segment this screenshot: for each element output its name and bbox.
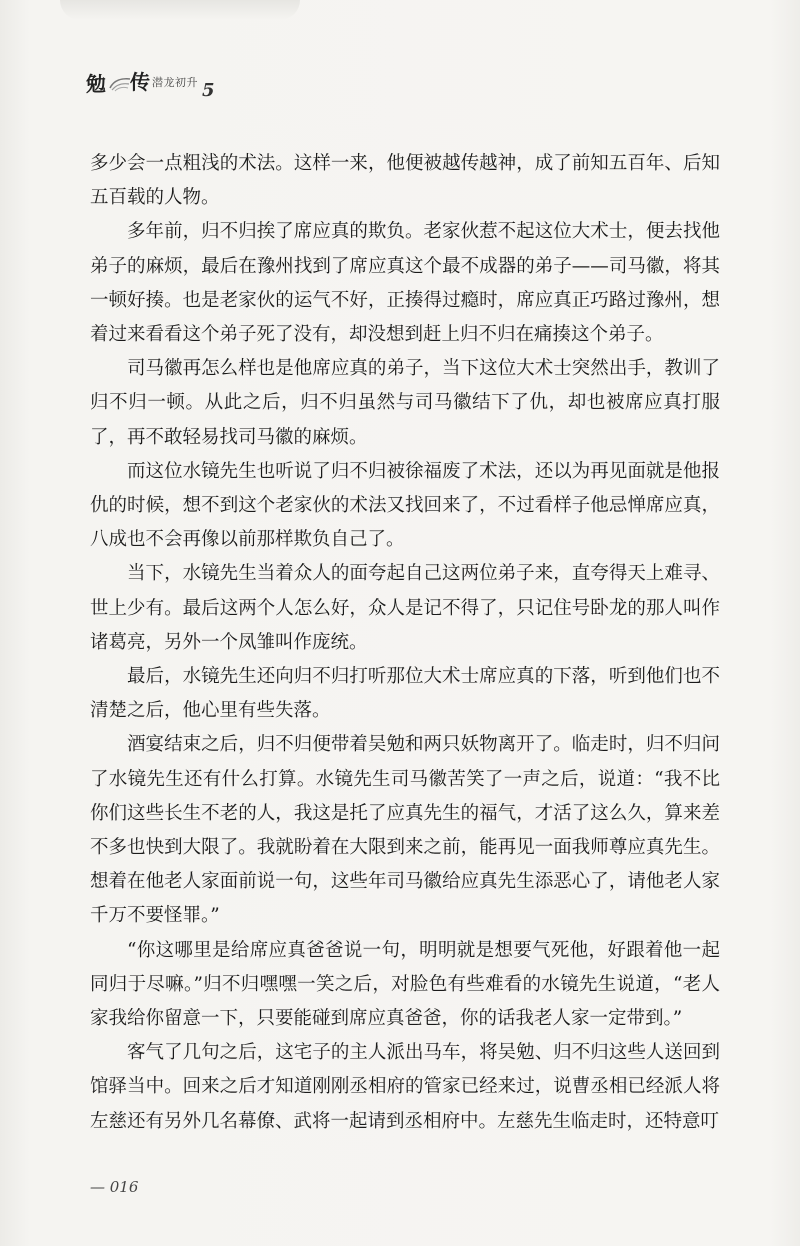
running-header [86, 66, 286, 106]
header-subtitle: 潜龙初升 [152, 76, 198, 89]
paragraph-continued: 多少会一点粗浅的术法。这样一来，他便被越传越神，成了前知五百年、后知五百载的人物。 [90, 153, 720, 209]
paragraph: 多年前，归不归挨了席应真的欺负。老家伙惹不起这位大术士，便去找他弟子的麻烦，最后在豫州找到了席应真这个最不成器的弟子——司马徽，将其一顿好揍。也是老家伙的运气不好，正揍得过瘾时，席应真正巧路过豫州，想着过来看看这个弟子死了没有，却没想到赶上归不归在痛揍这个弟子。 [90, 221, 720, 346]
page-number: — 016 [90, 1178, 139, 1196]
swirl-ornament-icon [108, 74, 132, 92]
header-series-number: 5 [202, 80, 215, 101]
paragraph: 最后，水镜先生还向归不归打听那位大术士席应真的下落，听到他们也不清楚之后，他心里有些失落。 [90, 666, 720, 722]
header-title-char-2: 传 [130, 70, 150, 94]
paragraph: 而这位水镜先生也听说了归不归被徐福废了术法，还以为再见面就是他报仇的时候，想不到这个老家伙的术法又找回来了，不过看样子他忌惮席应真，八成也不会再像以前那样欺负自己了。 [90, 460, 720, 551]
paragraph: 酒宴结束之后，归不归便带着吴勉和两只妖物离开了。临走时，归不归问了水镜先生还有什么打算。水镜先生司马徽苦笑了一声之后，说道：“我不比你们这些长生不老的人，我这是托了应真先生的福气，才活了这么久，算来差不多也快到大限了。我就盼着在大限到来之前，能再见一面我师尊应真先生。想着在他老人家面前说一句，这些年司马徽给应真先生添恶心了，请他老人家千万不要怪罪。” [90, 734, 720, 927]
paragraph: 司马徽再怎么样也是他席应真的弟子，当下这位大术士突然出手，教训了归不归一顿。从此之后，归不归虽然与司马徽结下了仇，却也被席应真打服了，再不敢轻易找司马徽的麻烦。 [90, 358, 720, 448]
paragraph: 客气了几句之后，这宅子的主人派出马车，将吴勉、归不归这些人送回到馆驿当中。回来之后才知道刚刚丞相府的管家已经来过，说曹丞相已经派人将左慈还有另外几名幕僚、武将一起请到丞相府中。左慈先生临走时，还特意叮 [90, 1042, 720, 1132]
body-text [90, 147, 720, 1139]
scan-shadow [60, 0, 300, 20]
paragraph: 当下，水镜先生当着众人的面夸起自己这两位弟子来，直夸得天上难寻、世上少有。最后这两个人怎么好，众人是记不得了，只记住号卧龙的那人叫作诸葛亮，另外一个凤雏叫作庞统。 [90, 563, 720, 653]
paragraph: “你这哪里是给席应真爸爸说一句，明明就是想要气死他，好跟着他一起同归于尽嘛。”归不归嘿嘿一笑之后，对脸色有些难看的水镜先生说道，“老人家我给你留意一下，只要能碰到席应真爸爸，你的话我老人家一定带到。” [90, 939, 720, 1030]
header-title-char-1: 勉 [86, 72, 106, 96]
